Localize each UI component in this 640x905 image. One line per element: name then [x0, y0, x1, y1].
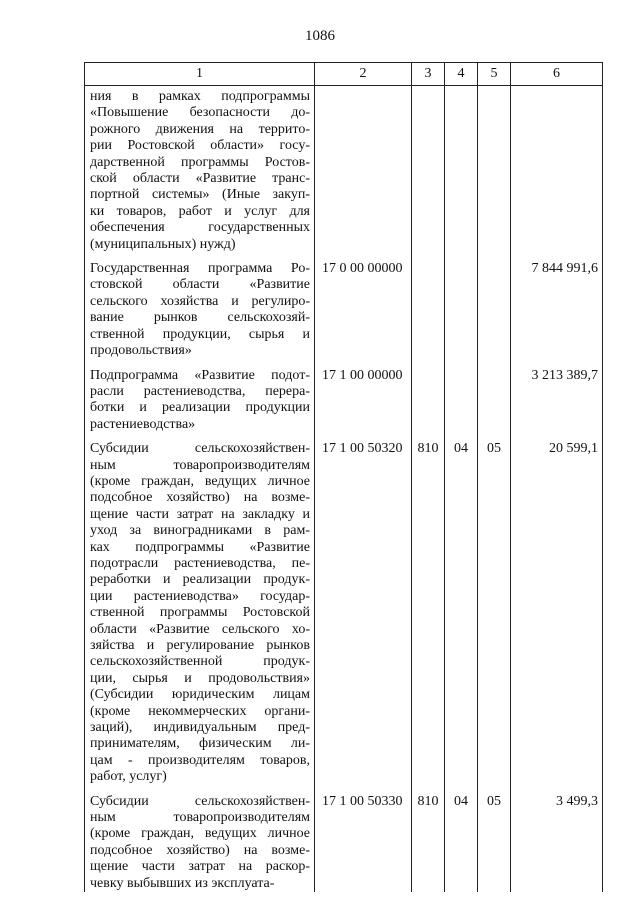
row-name-line: расли растениеводства, перера- [90, 383, 310, 399]
row-name-line: ния в рамках подпрограммы [90, 89, 310, 104]
row-name-line: принимателям, физическим ли- [90, 736, 310, 752]
expense-type-cell: 810 [412, 441, 445, 794]
row-name-cell [85, 86, 315, 262]
row-name-line: продовольствия» [90, 343, 192, 359]
row-name-line: сельскохозяйственной продук- [90, 654, 310, 670]
subsection-cell [478, 368, 511, 442]
amount-cell: 20 599,1 [511, 441, 603, 794]
table-row [85, 86, 603, 262]
expense-type-cell [412, 86, 445, 262]
row-name-line: ным товаропроизводителям [90, 810, 310, 826]
row-name-cell [85, 441, 315, 794]
row-name-line: реработки и реализации продук- [90, 572, 310, 588]
table-body [85, 86, 603, 893]
row-name-line: цам - производителям товаров, [90, 752, 310, 768]
row-name-line: Субсидии сельскохозяйствен- [90, 793, 310, 809]
column-header: 3 [412, 63, 445, 86]
row-name-line: ботки и реализации продукции [90, 400, 310, 416]
row-name-line: ской области «Развитие транс- [90, 171, 310, 187]
target-code-cell: 17 1 00 50330 [315, 794, 412, 892]
table-row [85, 261, 603, 367]
expense-type-cell [412, 261, 445, 367]
budget-table [84, 62, 603, 892]
row-name-line: уход за виноградниками в рам- [90, 523, 310, 539]
amount-cell [511, 86, 603, 262]
row-name-line: сельского хозяйства и регулиро- [90, 293, 310, 309]
row-name-line: подсобное хозяйство) на возме- [90, 490, 310, 506]
target-code-cell: 17 0 00 00000 [315, 261, 412, 367]
column-header: 2 [315, 63, 412, 86]
table-row [85, 368, 603, 442]
row-name-line: обеспечения государственных [90, 220, 310, 236]
target-code-cell [315, 86, 412, 262]
amount-cell: 3 213 389,7 [511, 368, 603, 442]
row-name-line: щение части затрат на раскор- [90, 859, 310, 875]
row-name-line: Субсидии сельскохозяйствен- [90, 441, 310, 457]
row-name-line: (кроме некоммерческих органи- [90, 703, 310, 719]
page-number: 1086 [305, 28, 335, 44]
row-name-line: Подпрограмма «Развитие подот- [90, 367, 310, 383]
row-name-line: (Субсидии юридическим лицам [90, 687, 310, 703]
column-header: 1 [85, 63, 315, 86]
row-name-line: области «Развитие сельского хо- [90, 621, 310, 637]
section-cell [445, 86, 478, 262]
section-cell: 04 [445, 441, 478, 794]
subsection-cell [478, 261, 511, 367]
row-name-cell [85, 261, 315, 367]
row-name-line: чевку выбывших из эксплуата- [90, 875, 275, 891]
row-name-line: ции растениеводства» государ- [90, 588, 310, 604]
row-name-line: растениеводства» [90, 416, 196, 432]
row-name-line: стовской области «Развитие [90, 277, 310, 293]
row-name-line: рии Ростовской области» госу- [90, 138, 310, 154]
row-name-line: Государственная программа Ро- [90, 261, 310, 277]
row-name-line: ки товаров, работ и услуг для [90, 203, 310, 219]
row-name-line: портной системы» (Иные закуп- [90, 187, 310, 203]
row-name-line: вание рынков сельскохозяй- [90, 310, 310, 326]
row-name-line: подсобное хозяйство) на возме- [90, 842, 310, 858]
row-name-line: ственной программы Ростовской [90, 605, 310, 621]
expense-type-cell [412, 368, 445, 442]
subsection-cell: 05 [478, 441, 511, 794]
section-cell: 04 [445, 794, 478, 892]
row-name-line: «Повышение безопасности до- [90, 105, 310, 121]
row-name-line: ственной продукции, сырья и [90, 326, 310, 342]
section-cell [445, 261, 478, 367]
target-code-cell: 17 1 00 50320 [315, 441, 412, 794]
column-header: 5 [478, 63, 511, 86]
row-name-line: подотрасли растениеводства, пе- [90, 555, 310, 571]
row-name-cell [85, 794, 315, 892]
row-name-line: щение части затрат на закладку и [90, 506, 310, 522]
row-name-line: ным товаропроизводителям [90, 457, 310, 473]
amount-cell: 3 499,3 [511, 794, 603, 892]
column-number-row [85, 63, 603, 86]
row-name-cell [85, 368, 315, 442]
row-name-line: ции, сырья и продовольствия» [90, 670, 310, 686]
table-row [85, 794, 603, 892]
row-name-line: работ, услуг) [90, 769, 167, 785]
row-name-line: зяйства и регулирование рынков [90, 638, 310, 653]
column-header: 6 [511, 63, 603, 86]
row-name-line: рожного движения на террито- [90, 121, 310, 137]
column-header: 4 [445, 63, 478, 86]
amount-cell: 7 844 991,6 [511, 261, 603, 367]
expense-type-cell: 810 [412, 794, 445, 892]
subsection-cell: 05 [478, 794, 511, 892]
section-cell [445, 368, 478, 442]
row-name-line: дарственной программы Ростов- [90, 154, 310, 170]
row-name-line: (кроме граждан, ведущих личное [90, 826, 310, 842]
table-row [85, 441, 603, 794]
row-name-line: (муниципальных) нужд) [90, 236, 236, 252]
row-name-line: заций), индивидуальным пред- [90, 720, 310, 736]
row-name-line: ках подпрограммы «Развитие [90, 539, 310, 555]
row-name-line: (кроме граждан, ведущих личное [90, 473, 310, 489]
subsection-cell [478, 86, 511, 262]
target-code-cell: 17 1 00 00000 [315, 368, 412, 442]
